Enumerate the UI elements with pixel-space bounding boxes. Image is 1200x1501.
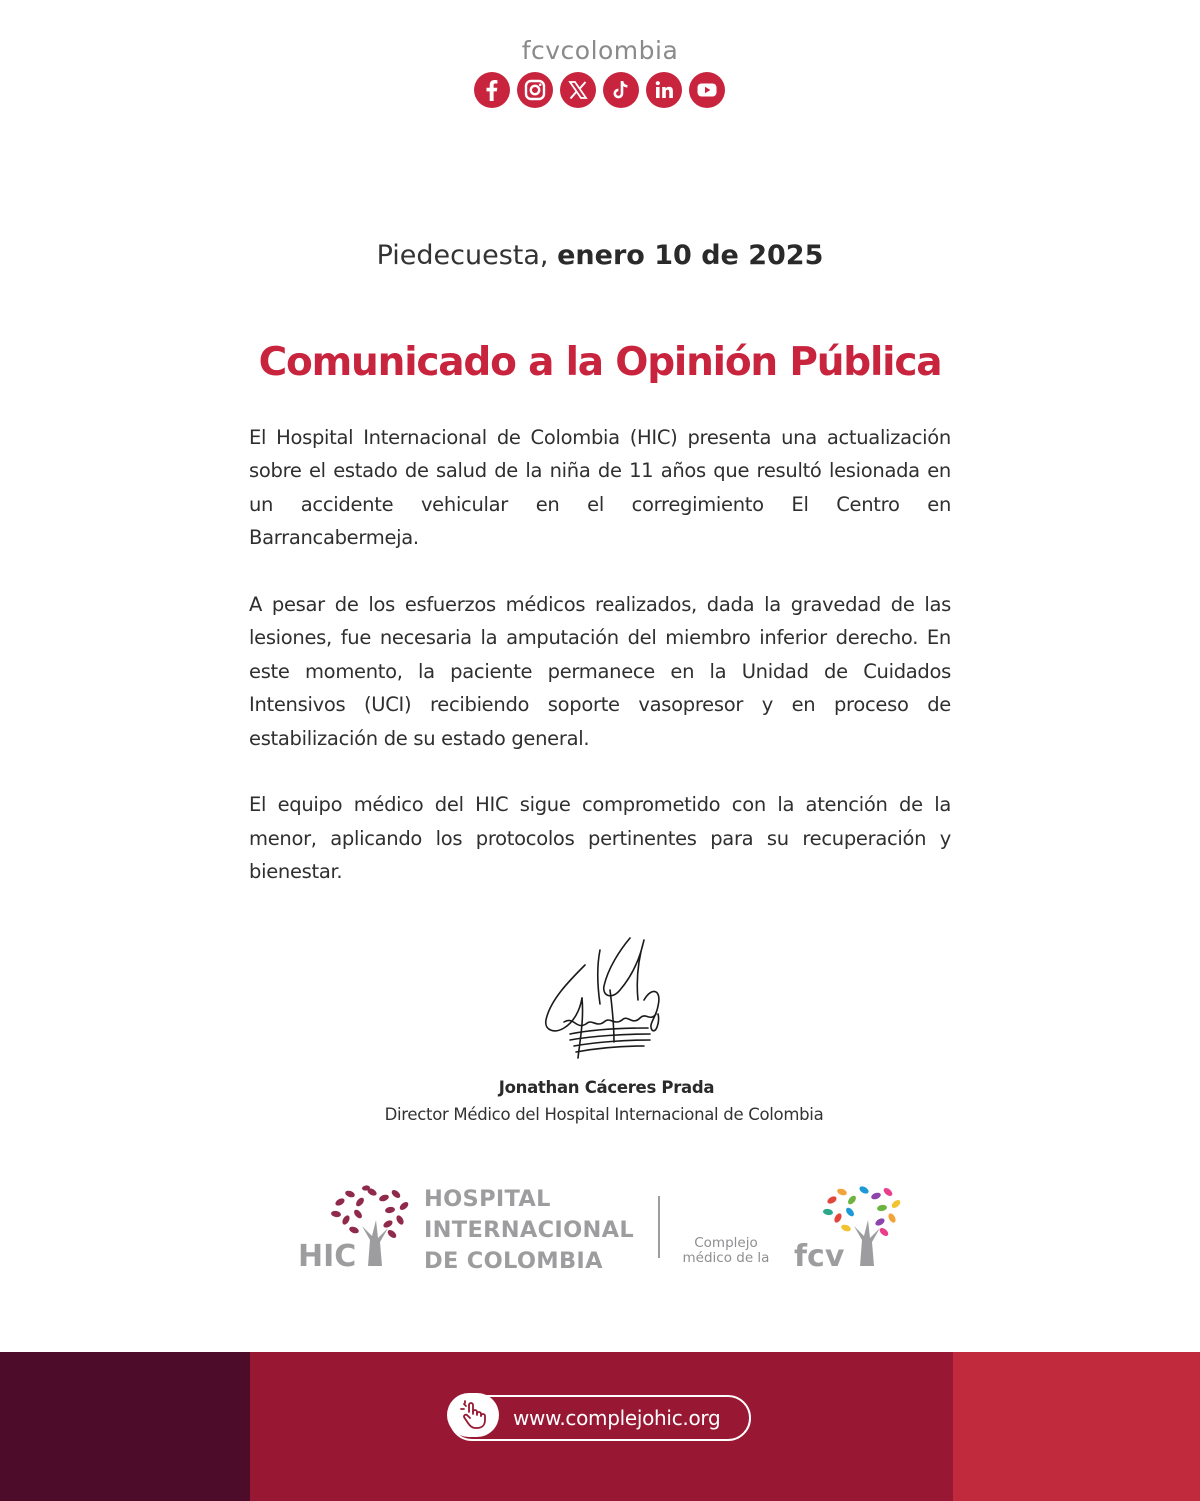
- institution-logos: [296, 1180, 916, 1280]
- footer-band: [0, 1352, 1200, 1501]
- statement-body: [249, 421, 951, 922]
- signer-name: Jonathan Cáceres Prada: [498, 1078, 715, 1097]
- hic-abbr: HIC: [298, 1239, 357, 1274]
- dateline-date: enero 10 de 2025: [557, 240, 824, 271]
- hic-full-name: [424, 1184, 634, 1277]
- logo-divider: [658, 1196, 660, 1258]
- tap-hand-icon: [447, 1393, 499, 1437]
- website-url[interactable]: www.complejohic.org: [513, 1406, 721, 1430]
- social-icons-row: [474, 72, 726, 108]
- signer-role: Director Médico del Hospital Internacional de Colombia: [384, 1105, 824, 1124]
- instagram-icon[interactable]: [517, 72, 553, 108]
- tiktok-icon[interactable]: [603, 72, 639, 108]
- fcv-abbr: fcv: [794, 1239, 845, 1274]
- hic-logo: [296, 1180, 416, 1280]
- header-handle: fcvcolombia: [521, 36, 679, 65]
- complejo-line: médico de la: [682, 1250, 770, 1266]
- hic-name-line: HOSPITAL: [424, 1186, 551, 1212]
- complejo-line: Complejo: [694, 1235, 758, 1251]
- youtube-icon[interactable]: [689, 72, 725, 108]
- handwritten-signature: [540, 930, 670, 1062]
- paragraph-commitment: El equipo médico del HIC sigue comprometido con la atención de la menor, aplicando los protocolos pertinentes para su recuperación y bienestar.: [249, 793, 951, 884]
- dateline: [0, 240, 1200, 271]
- facebook-icon[interactable]: [474, 72, 510, 108]
- page-title: Comunicado a la Opinión Pública: [258, 340, 942, 385]
- dateline-place: Piedecuesta,: [376, 240, 549, 271]
- hic-name-line: INTERNACIONAL: [424, 1217, 634, 1243]
- website-link[interactable]: [449, 1395, 751, 1441]
- linkedin-icon[interactable]: [646, 72, 682, 108]
- paragraph-condition: A pesar de los esfuerzos médicos realizados, dada la gravedad de las lesiones, fue necesaria la amputación del miembro inferior derecho. En este momento, la paciente permanece en la Unidad de Cuidados Intensivos (UCI) recibiendo soporte vasopresor y en proceso de estabilización de su estado general.: [249, 593, 951, 750]
- footer-band-light: [953, 1352, 1200, 1501]
- fcv-logo: [786, 1184, 916, 1274]
- footer-band-dark: [0, 1352, 250, 1501]
- complejo-label: [676, 1236, 776, 1266]
- paragraph-update: El Hospital Internacional de Colombia (HIC) presenta una actualización sobre el estado de salud de la niña de 11 años que resultó lesionada en un accidente vehicular en el corregimiento El Centro en Barrancabermeja.: [249, 426, 951, 550]
- x-icon[interactable]: [560, 72, 596, 108]
- hic-name-line: DE COLOMBIA: [424, 1248, 603, 1274]
